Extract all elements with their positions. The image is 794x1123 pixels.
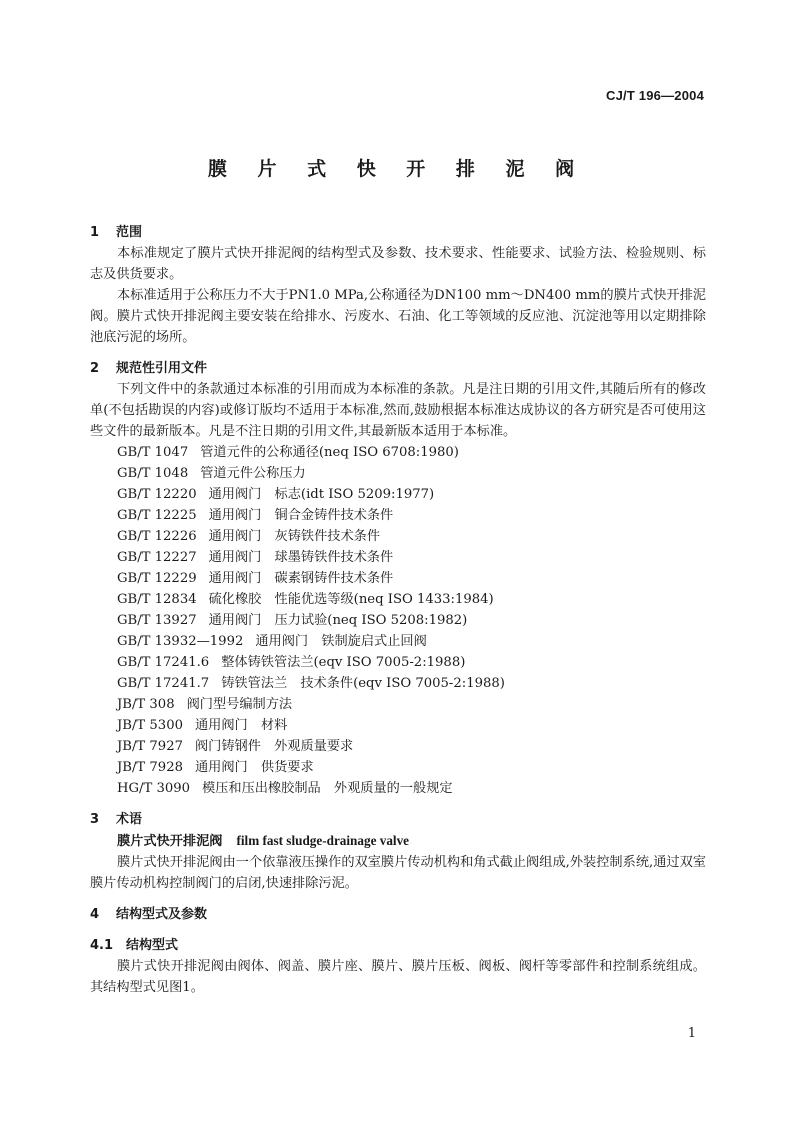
reference-code: GB/T 12226 [117,529,197,544]
reference-list [90,442,706,799]
paragraph: 下列文件中的条款通过本标准的引用而成为本标准的条款。凡是注日期的引用文件,其随后所有的修改单(不包括勘误的内容)或修订版均不适用于本标准,然而,鼓励根据本标准达成协议的各方研究是否可使用这些文件的最新版本。凡是不注日期的引用文件,其最新版本适用于本标准。 [90,382,706,439]
reference-code: JB/T 308 [117,697,175,712]
reference-title: 通用阀门 供货要求 [194,760,314,775]
reference-code: GB/T 1047 [117,445,189,460]
reference-title: 模压和压出橡胶制品 外观质量的一般规定 [202,781,453,796]
reference-title: 通用阀门 铜合金铸件技术条件 [208,508,394,523]
reference-title: 管道元件的公称通径(neq ISO 6708:1980) [200,445,459,460]
term-definition: 膜片式快开排泥阀由一个依靠液压操作的双室膜片传动机构和角式截止阀组成,外装控制系统,通过双室膜片传动机构控制阀门的启闭,快速排除污泥。 [90,855,706,891]
reference-title: 整体铸铁管法兰(eqv ISO 7005-2:1988) [221,655,466,670]
section-2-heading [90,358,706,379]
section-number: 1 [90,225,100,240]
list-item [117,484,706,505]
list-item [117,610,706,631]
paragraph: 膜片式快开排泥阀由阀体、阀盖、膜片座、膜片、膜片压板、阀板、阀杆等零部件和控制系统组成。其结构型式见图1。 [90,959,706,995]
reference-title: 硫化橡胶 性能优选等级(neq ISO 1433:1984) [208,592,494,607]
reference-title: 通用阀门 标志(idt ISO 5209:1977) [208,487,435,502]
reference-title: 通用阀门 球墨铸铁件技术条件 [208,550,394,565]
section-number: 2 [90,361,100,376]
reference-code: JB/T 7927 [117,739,183,754]
list-item [117,631,706,652]
term-entry [90,830,706,852]
reference-code: HG/T 3090 [117,781,191,796]
reference-code: JB/T 7928 [117,760,183,775]
list-item [117,757,706,778]
reference-title: 管道元件公称压力 [200,466,306,481]
reference-title: 通用阀门 材料 [194,718,288,733]
section-number: 4 [90,907,100,922]
list-item [117,778,706,799]
reference-code: GB/T 12220 [117,487,197,502]
section-title: 范围 [116,225,143,240]
list-item [117,526,706,547]
reference-title: 阀门型号编制方法 [186,697,293,712]
list-item [117,589,706,610]
reference-title: 通用阀门 碳素钢铸件技术条件 [208,571,394,586]
reference-code: GB/T 12834 [117,592,197,607]
reference-title: 通用阀门 灰铸铁件技术条件 [208,529,381,544]
section-number: 3 [90,812,100,827]
section-title: 术语 [116,812,143,827]
list-item [117,715,706,736]
reference-title: 通用阀门 铁制旋启式止回阀 [255,634,427,649]
reference-code: GB/T 13927 [117,613,197,628]
reference-code: GB/T 1048 [117,466,189,481]
reference-code: GB/T 17241.6 [117,655,210,670]
term-chinese: 膜片式快开排泥阀 [117,834,223,849]
list-item [117,463,706,484]
reference-title: 通用阀门 压力试验(neq ISO 5208:1982) [208,613,468,628]
reference-code: GB/T 13932—1992 [117,634,244,649]
list-item [117,673,706,694]
list-item [117,547,706,568]
section-title: 规范性引用文件 [116,361,208,376]
list-item [117,505,706,526]
list-item [117,736,706,757]
reference-code: GB/T 17241.7 [117,676,210,691]
page-number: 1 [687,1026,696,1041]
reference-code: GB/T 12227 [117,550,197,565]
reference-code: JB/T 5300 [117,718,183,733]
subsection-4-1-heading [90,935,706,956]
document-title: 膜 片 式 快 开 排 泥 阀 [207,158,587,180]
section-title: 结构型式及参数 [116,907,208,922]
list-item [117,442,706,463]
subsection-number: 4.1 [90,938,114,953]
section-4-heading [90,904,706,925]
reference-code: GB/T 12225 [117,508,197,523]
reference-title: 阀门铸钢件 外观质量要求 [194,739,354,754]
subsection-title: 结构型式 [126,938,179,953]
reference-code: GB/T 12229 [117,571,197,586]
standard-code: CJ/T 196—2004 [606,88,704,103]
section-1-heading [90,222,706,243]
paragraph: 本标准适用于公称压力不大于PN1.0 MPa,公称通径为DN100 mm～DN400 mm的膜片式快开排泥阀。膜片式快开排泥阀主要安装在给排水、污废水、石油、化工等领域的反应池、沉淀池等用以定期排除池底污泥的场所。 [90,288,706,345]
list-item [117,652,706,673]
reference-title: 铸铁管法兰 技术条件(eqv ISO 7005-2:1988) [221,676,505,691]
section-3-heading [90,809,706,830]
term-english: film fast sludge-drainage valve [236,833,410,848]
paragraph: 本标准规定了膜片式快开排泥阀的结构型式及参数、技术要求、性能要求、试验方法、检验规则、标志及供货要求。 [90,246,706,282]
list-item [117,568,706,589]
list-item [117,694,706,715]
document-body [90,212,706,998]
